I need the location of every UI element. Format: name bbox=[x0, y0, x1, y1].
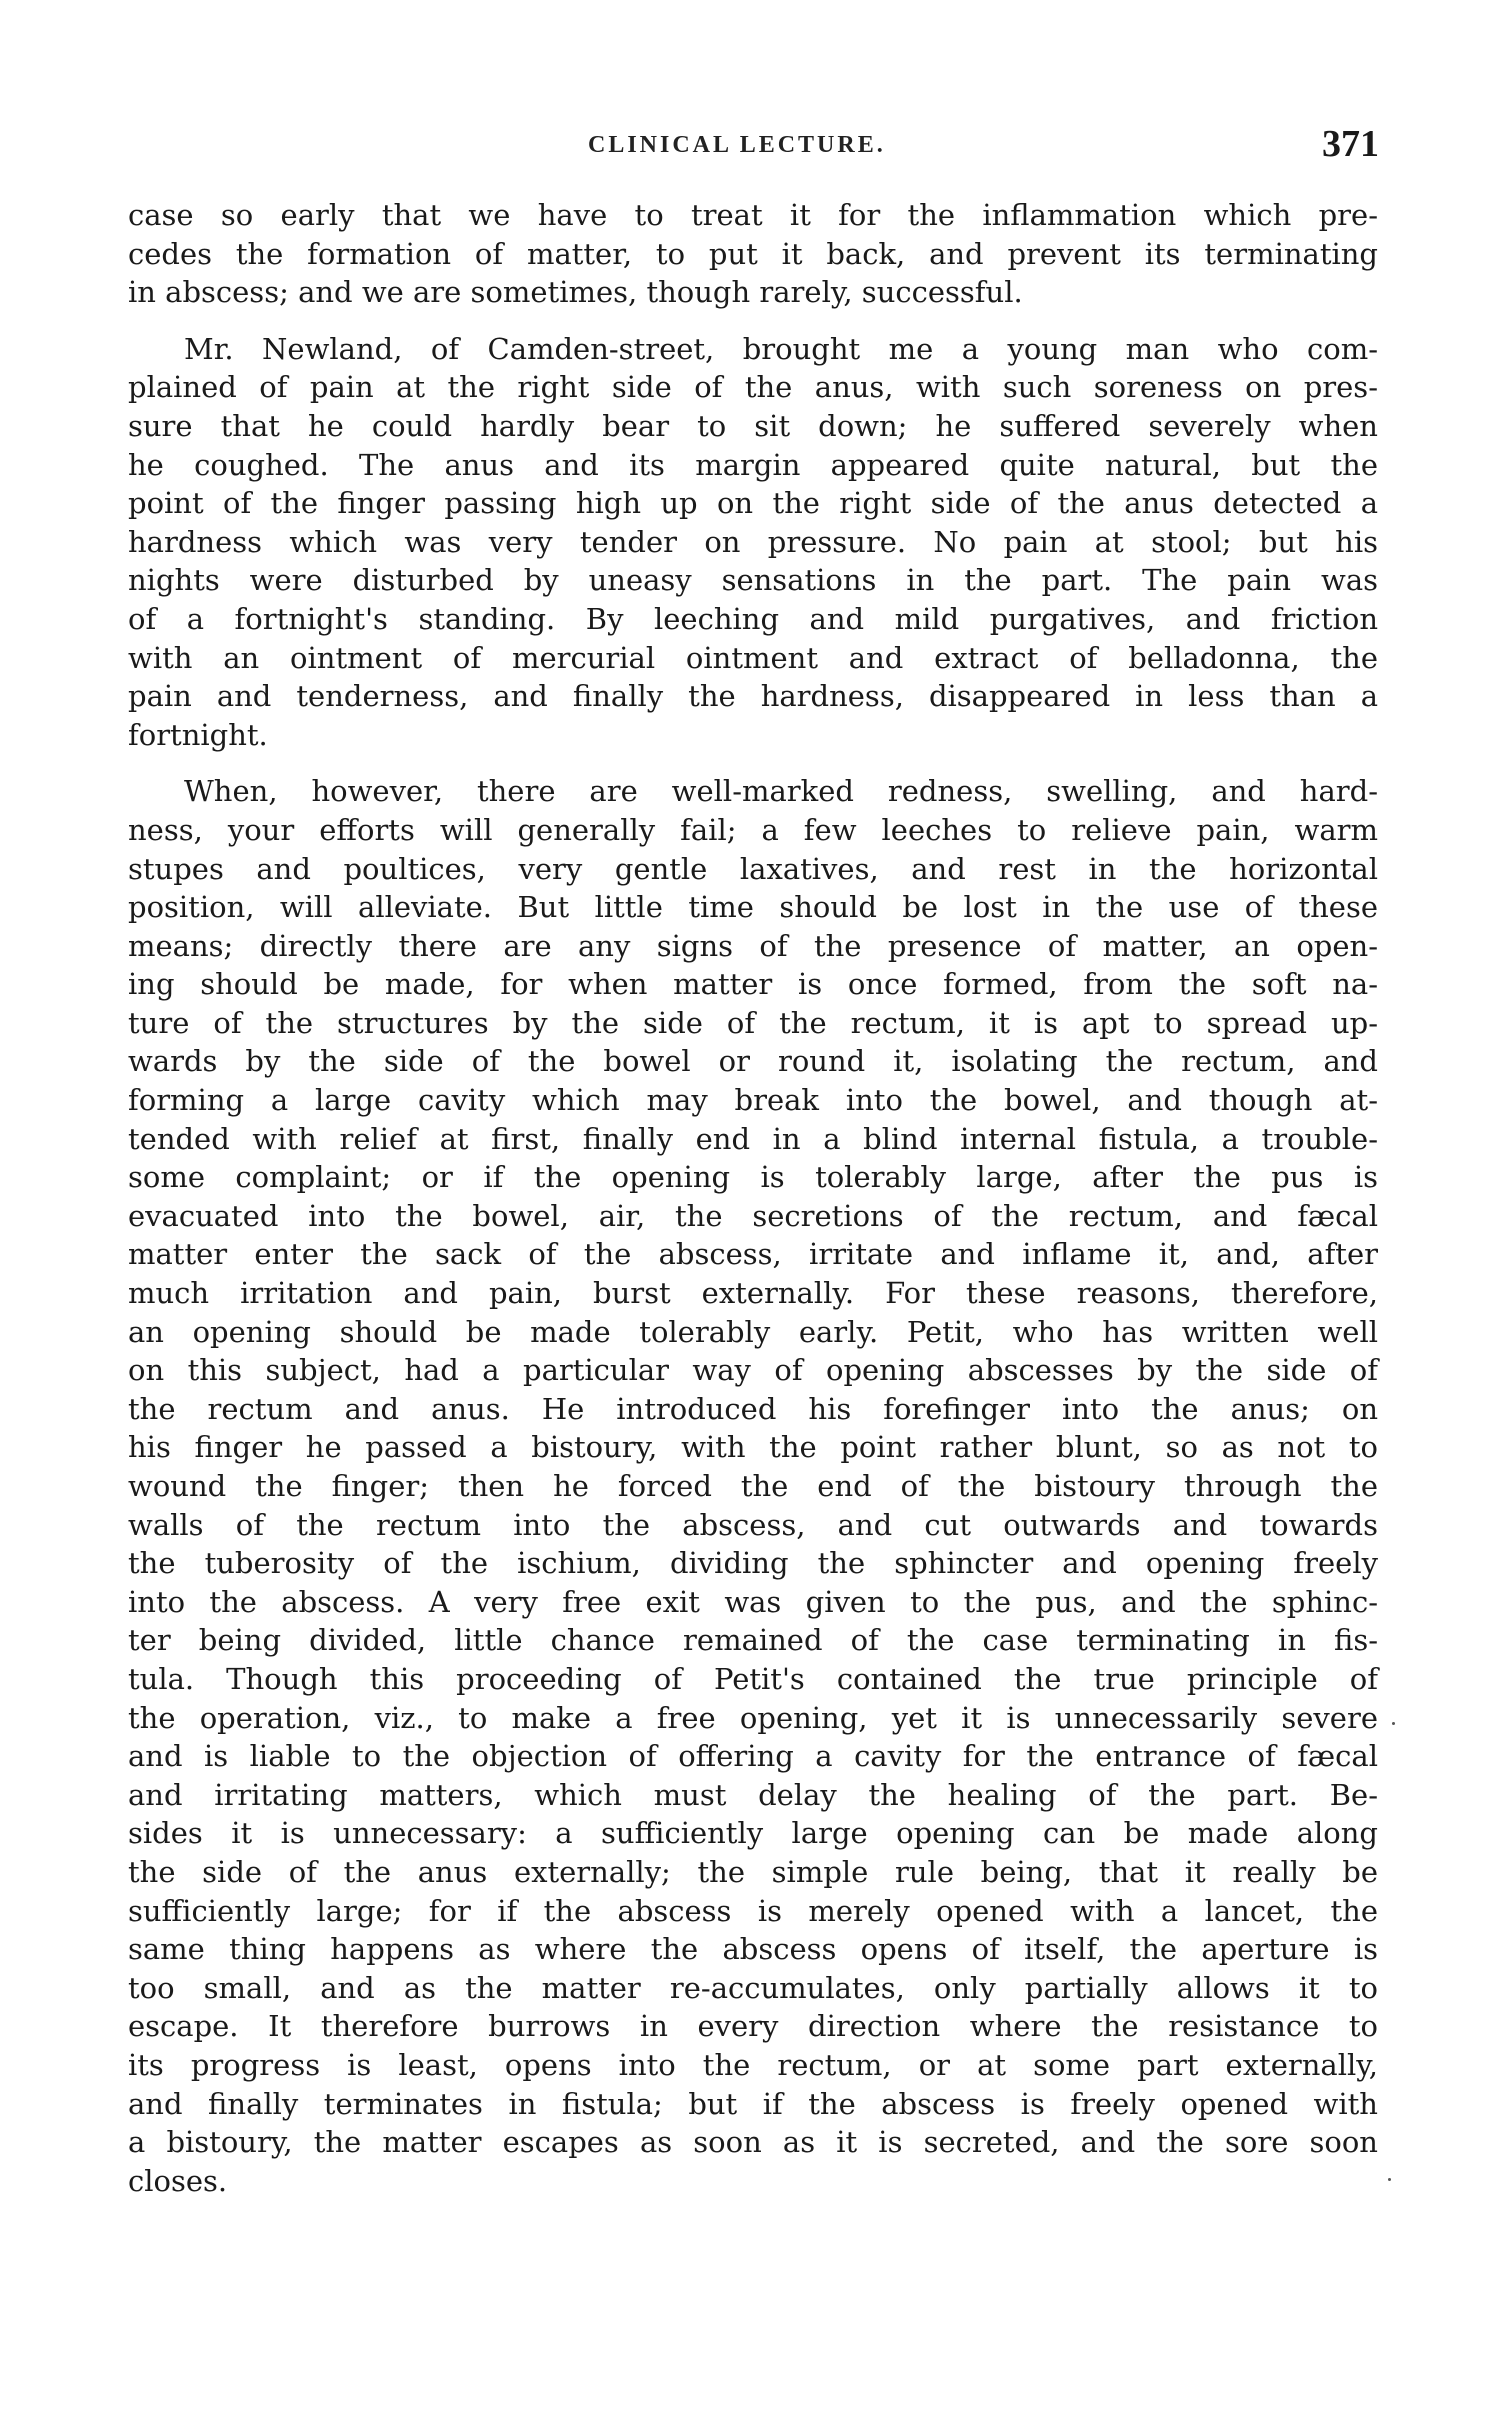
paragraph bbox=[128, 196, 1378, 312]
text-line: escape. It therefore burrows in every direction where the resistance to bbox=[128, 2009, 1378, 2044]
text-line: sure that he could hardly bear to sit down; he suffered severely when bbox=[128, 408, 1378, 443]
text-line: sufficiently large; for if the abscess is merely opened with a lancet, the bbox=[128, 1893, 1378, 1928]
text-line: much irritation and pain, burst externally. For these reasons, therefore, bbox=[128, 1276, 1378, 1311]
text-line: too small, and as the matter re-accumulates, only partially allows it to bbox=[128, 1970, 1378, 2005]
text-line: a bistoury, the matter escapes as soon as it is secreted, and the sore soon bbox=[128, 2125, 1378, 2160]
paragraph bbox=[128, 330, 1378, 755]
text-line: his finger he passed a bistoury, with the point rather blunt, so as not to bbox=[128, 1430, 1378, 1465]
text-line: case so early that we have to treat it for the inflammation which pre- bbox=[128, 198, 1378, 232]
text-line: on this subject, had a particular way of opening abscesses by the side of bbox=[128, 1353, 1378, 1388]
text-line: same thing happens as where the abscess opens of itself, the aperture is bbox=[128, 1932, 1378, 1967]
text-line: the side of the anus externally; the simple rule being, that it really be bbox=[128, 1854, 1378, 1889]
text-line: of a fortnight's standing. By leeching and mild purgatives, and friction bbox=[128, 601, 1378, 636]
text-line: closes. bbox=[128, 2163, 228, 2198]
text-line: its progress is least, opens into the rectum, or at some part externally, bbox=[128, 2047, 1378, 2082]
text-line: means; directly there are any signs of the presence of matter, an open- bbox=[128, 928, 1378, 963]
print-speck bbox=[1392, 1722, 1395, 1725]
text-line: stupes and poultices, very gentle laxatives, and rest in the horizontal bbox=[128, 851, 1378, 886]
body-text bbox=[128, 196, 1378, 2200]
text-line: wound the finger; then he forced the end of the bistoury through the bbox=[128, 1469, 1378, 1503]
text-line: tula. Though this proceeding of Petit's contained the true principle of bbox=[128, 1661, 1378, 1696]
text-line: an opening should be made tolerably early. Petit, who has written well bbox=[128, 1314, 1378, 1349]
text-line: cedes the formation of matter, to put it back, and prevent its terminating bbox=[128, 236, 1378, 271]
text-line: he coughed. The anus and its margin appeared quite natural, but the bbox=[128, 447, 1378, 482]
text-line: ness, your efforts will generally fail; a few leeches to relieve pain, warm bbox=[128, 812, 1378, 847]
text-line: When, however, there are well-marked redness, swelling, and hard- bbox=[184, 774, 1378, 809]
text-line: ing should be made, for when matter is once formed, from the soft na- bbox=[128, 967, 1378, 1002]
text-line: in abscess; and we are sometimes, though rarely, successful. bbox=[128, 275, 1023, 310]
text-line: evacuated into the bowel, air, the secretions of the rectum, and fæcal bbox=[128, 1198, 1378, 1233]
text-line: and irritating matters, which must delay the healing of the part. Be- bbox=[128, 1777, 1378, 1812]
text-line: walls of the rectum into the abscess, and cut outwards and towards bbox=[128, 1507, 1378, 1542]
text-line: and is liable to the objection of offering a cavity for the entrance of fæcal bbox=[128, 1739, 1378, 1774]
text-line: some complaint; or if the opening is tolerably large, after the pus is bbox=[128, 1160, 1378, 1195]
text-line: hardness which was very tender on pressure. No pain at stool; but his bbox=[128, 524, 1378, 559]
paragraph bbox=[128, 772, 1378, 2200]
text-line: matter enter the sack of the abscess, irritate and inflame it, and, after bbox=[128, 1237, 1378, 1272]
text-line: plained of pain at the right side of the anus, with such soreness on pres- bbox=[128, 370, 1378, 405]
print-speck bbox=[1388, 2178, 1391, 2181]
page-number: 371 bbox=[1322, 123, 1379, 165]
text-line: sides it is unnecessary: a sufficiently large opening can be made along bbox=[128, 1816, 1378, 1851]
text-line: ture of the structures by the side of the rectum, it is apt to spread up- bbox=[128, 1005, 1378, 1040]
text-line: pain and tenderness, and finally the hardness, disappeared in less than a bbox=[128, 679, 1378, 714]
text-line: wards by the side of the bowel or round it, isolating the rectum, and bbox=[128, 1044, 1378, 1079]
text-line: Mr. Newland, of Camden-street, brought me a young man who com- bbox=[184, 331, 1378, 366]
text-line: the rectum and anus. He introduced his forefinger into the anus; on bbox=[128, 1391, 1378, 1426]
text-line: ter being divided, little chance remained of the case terminating in fis- bbox=[128, 1623, 1378, 1658]
text-line: the tuberosity of the ischium, dividing the sphincter and opening freely bbox=[128, 1546, 1378, 1581]
text-line: the operation, viz., to make a free opening, yet it is unnecessarily severe bbox=[128, 1700, 1378, 1735]
text-line: tended with relief at first, finally end in a blind internal fistula, a trouble- bbox=[128, 1121, 1378, 1156]
text-line: point of the finger passing high up on the right side of the anus detected a bbox=[128, 486, 1378, 521]
text-line: fortnight. bbox=[128, 717, 268, 752]
text-line: into the abscess. A very free exit was given to the pus, and the sphinc- bbox=[128, 1584, 1378, 1619]
text-line: and finally terminates in fistula; but if the abscess is freely opened with bbox=[128, 2086, 1378, 2121]
text-line: with an ointment of mercurial ointment and extract of belladonna, the bbox=[128, 640, 1378, 675]
text-line: nights were disturbed by uneasy sensations in the part. The pain was bbox=[128, 563, 1378, 598]
text-line: forming a large cavity which may break into the bowel, and though at- bbox=[128, 1083, 1378, 1118]
running-head: CLINICAL LECTURE. bbox=[588, 132, 886, 158]
text-line: position, will alleviate. But little time should be lost in the use of these bbox=[128, 890, 1378, 925]
